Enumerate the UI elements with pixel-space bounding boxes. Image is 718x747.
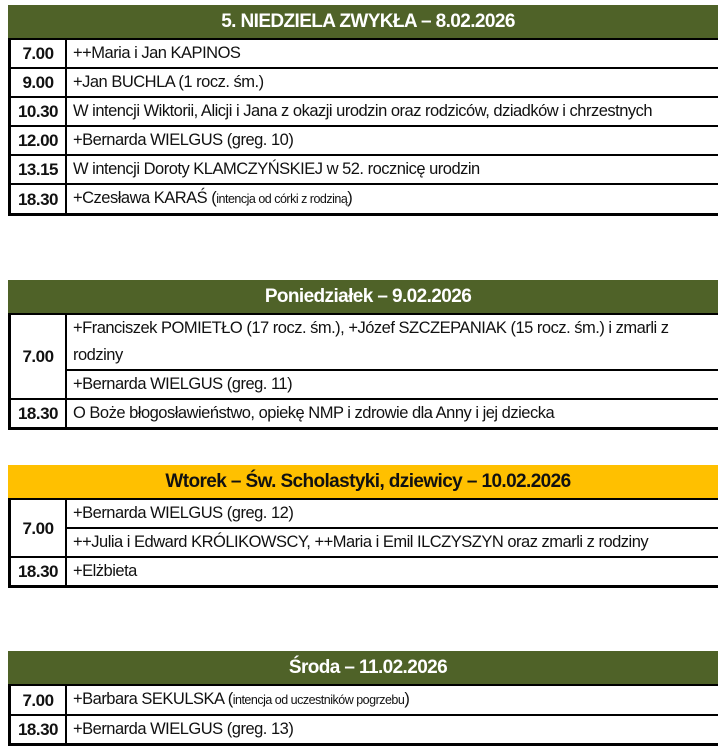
mass-row bbox=[10, 715, 718, 745]
mass-row bbox=[10, 685, 718, 715]
mass-row bbox=[10, 126, 718, 155]
mass-intention bbox=[66, 528, 718, 557]
intention-text: O Boże błogosławieństwo, opiekę NMP i zdrowie dla Anny i jej dziecka bbox=[73, 404, 555, 422]
day-schedule bbox=[8, 280, 718, 430]
mass-row bbox=[10, 499, 718, 528]
intention-text: +Bernarda WIELGUS (greg. 11) bbox=[73, 375, 293, 393]
intention-text: +Jan BUCHLA (1 rocz. śm.) bbox=[73, 73, 264, 91]
intention-text: W intencji Doroty KLAMCZYŃSKIEJ w 52. rocznicę urodzin bbox=[73, 160, 480, 178]
mass-intention bbox=[66, 715, 718, 745]
day-header: 5. NIEDZIELA ZWYKŁA – 8.02.2026 bbox=[8, 5, 718, 38]
intention-tail: ) bbox=[347, 189, 353, 207]
day-schedule bbox=[8, 651, 718, 746]
mass-intention bbox=[66, 399, 718, 429]
mass-time: 18.30 bbox=[10, 715, 67, 745]
mass-time: 18.30 bbox=[10, 184, 67, 215]
intention-text: +Bernarda WIELGUS (greg. 10) bbox=[73, 131, 294, 149]
mass-time: 10.30 bbox=[10, 97, 67, 126]
intention-text: +Czesława KARAŚ ( bbox=[73, 189, 217, 207]
intention-text: ++Maria i Jan KAPINOS bbox=[73, 44, 241, 62]
mass-row bbox=[10, 184, 718, 215]
mass-intention bbox=[66, 126, 718, 155]
day-schedule bbox=[8, 5, 718, 216]
mass-intention bbox=[66, 184, 718, 215]
mass-row bbox=[10, 399, 718, 429]
mass-intention bbox=[66, 370, 718, 399]
day-header: Środa – 11.02.2026 bbox=[8, 651, 718, 684]
mass-row bbox=[10, 68, 718, 97]
mass-intention bbox=[66, 39, 718, 68]
mass-time: 18.30 bbox=[10, 399, 67, 429]
mass-intention bbox=[66, 155, 718, 184]
intention-note: intencja od uczestników pogrzebu bbox=[232, 693, 405, 707]
mass-row bbox=[10, 314, 718, 370]
mass-row bbox=[10, 370, 718, 399]
mass-row bbox=[10, 528, 718, 557]
mass-time: 18.30 bbox=[10, 557, 67, 587]
intention-text: +Franciszek POMIETŁO (17 rocz. śm.), +Józef SZCZEPANIAK (15 rocz. śm.) i zmarli z rodziny bbox=[73, 319, 669, 364]
day-schedule bbox=[8, 465, 718, 588]
mass-row bbox=[10, 155, 718, 184]
intention-tail: ) bbox=[404, 690, 410, 708]
mass-intention bbox=[66, 499, 718, 528]
mass-time: 7.00 bbox=[10, 314, 67, 399]
intention-text: +Elżbieta bbox=[73, 562, 137, 580]
intention-text: +Barbara SEKULSKA ( bbox=[73, 690, 233, 708]
intention-text: ++Julia i Edward KRÓLIKOWSCY, ++Maria i Emil ILCZYSZYN oraz zmarli z rodziny bbox=[73, 533, 649, 551]
mass-row bbox=[10, 39, 718, 68]
mass-intention bbox=[66, 685, 718, 715]
intention-note: intencja od córki z rodziną bbox=[216, 192, 348, 206]
mass-row bbox=[10, 557, 718, 587]
day-header: Wtorek – Św. Scholastyki, dziewicy – 10.02.2026 bbox=[8, 465, 718, 498]
intention-text: +Bernarda WIELGUS (greg. 12) bbox=[73, 504, 294, 522]
mass-time: 9.00 bbox=[10, 68, 67, 97]
mass-intention bbox=[66, 68, 718, 97]
intention-text: +Bernarda WIELGUS (greg. 13) bbox=[73, 720, 294, 738]
intention-text: W intencji Wiktorii, Alicji i Jana z okazji urodzin oraz rodziców, dziadków i chrzestnych bbox=[73, 102, 653, 120]
mass-intention bbox=[66, 314, 718, 370]
mass-row bbox=[10, 97, 718, 126]
mass-time: 12.00 bbox=[10, 126, 67, 155]
day-header: Poniedziałek – 9.02.2026 bbox=[8, 280, 718, 313]
mass-intention bbox=[66, 557, 718, 587]
mass-time: 7.00 bbox=[10, 39, 67, 68]
mass-time: 7.00 bbox=[10, 685, 67, 715]
mass-time: 7.00 bbox=[10, 499, 67, 557]
mass-intention bbox=[66, 97, 718, 126]
mass-time: 13.15 bbox=[10, 155, 67, 184]
